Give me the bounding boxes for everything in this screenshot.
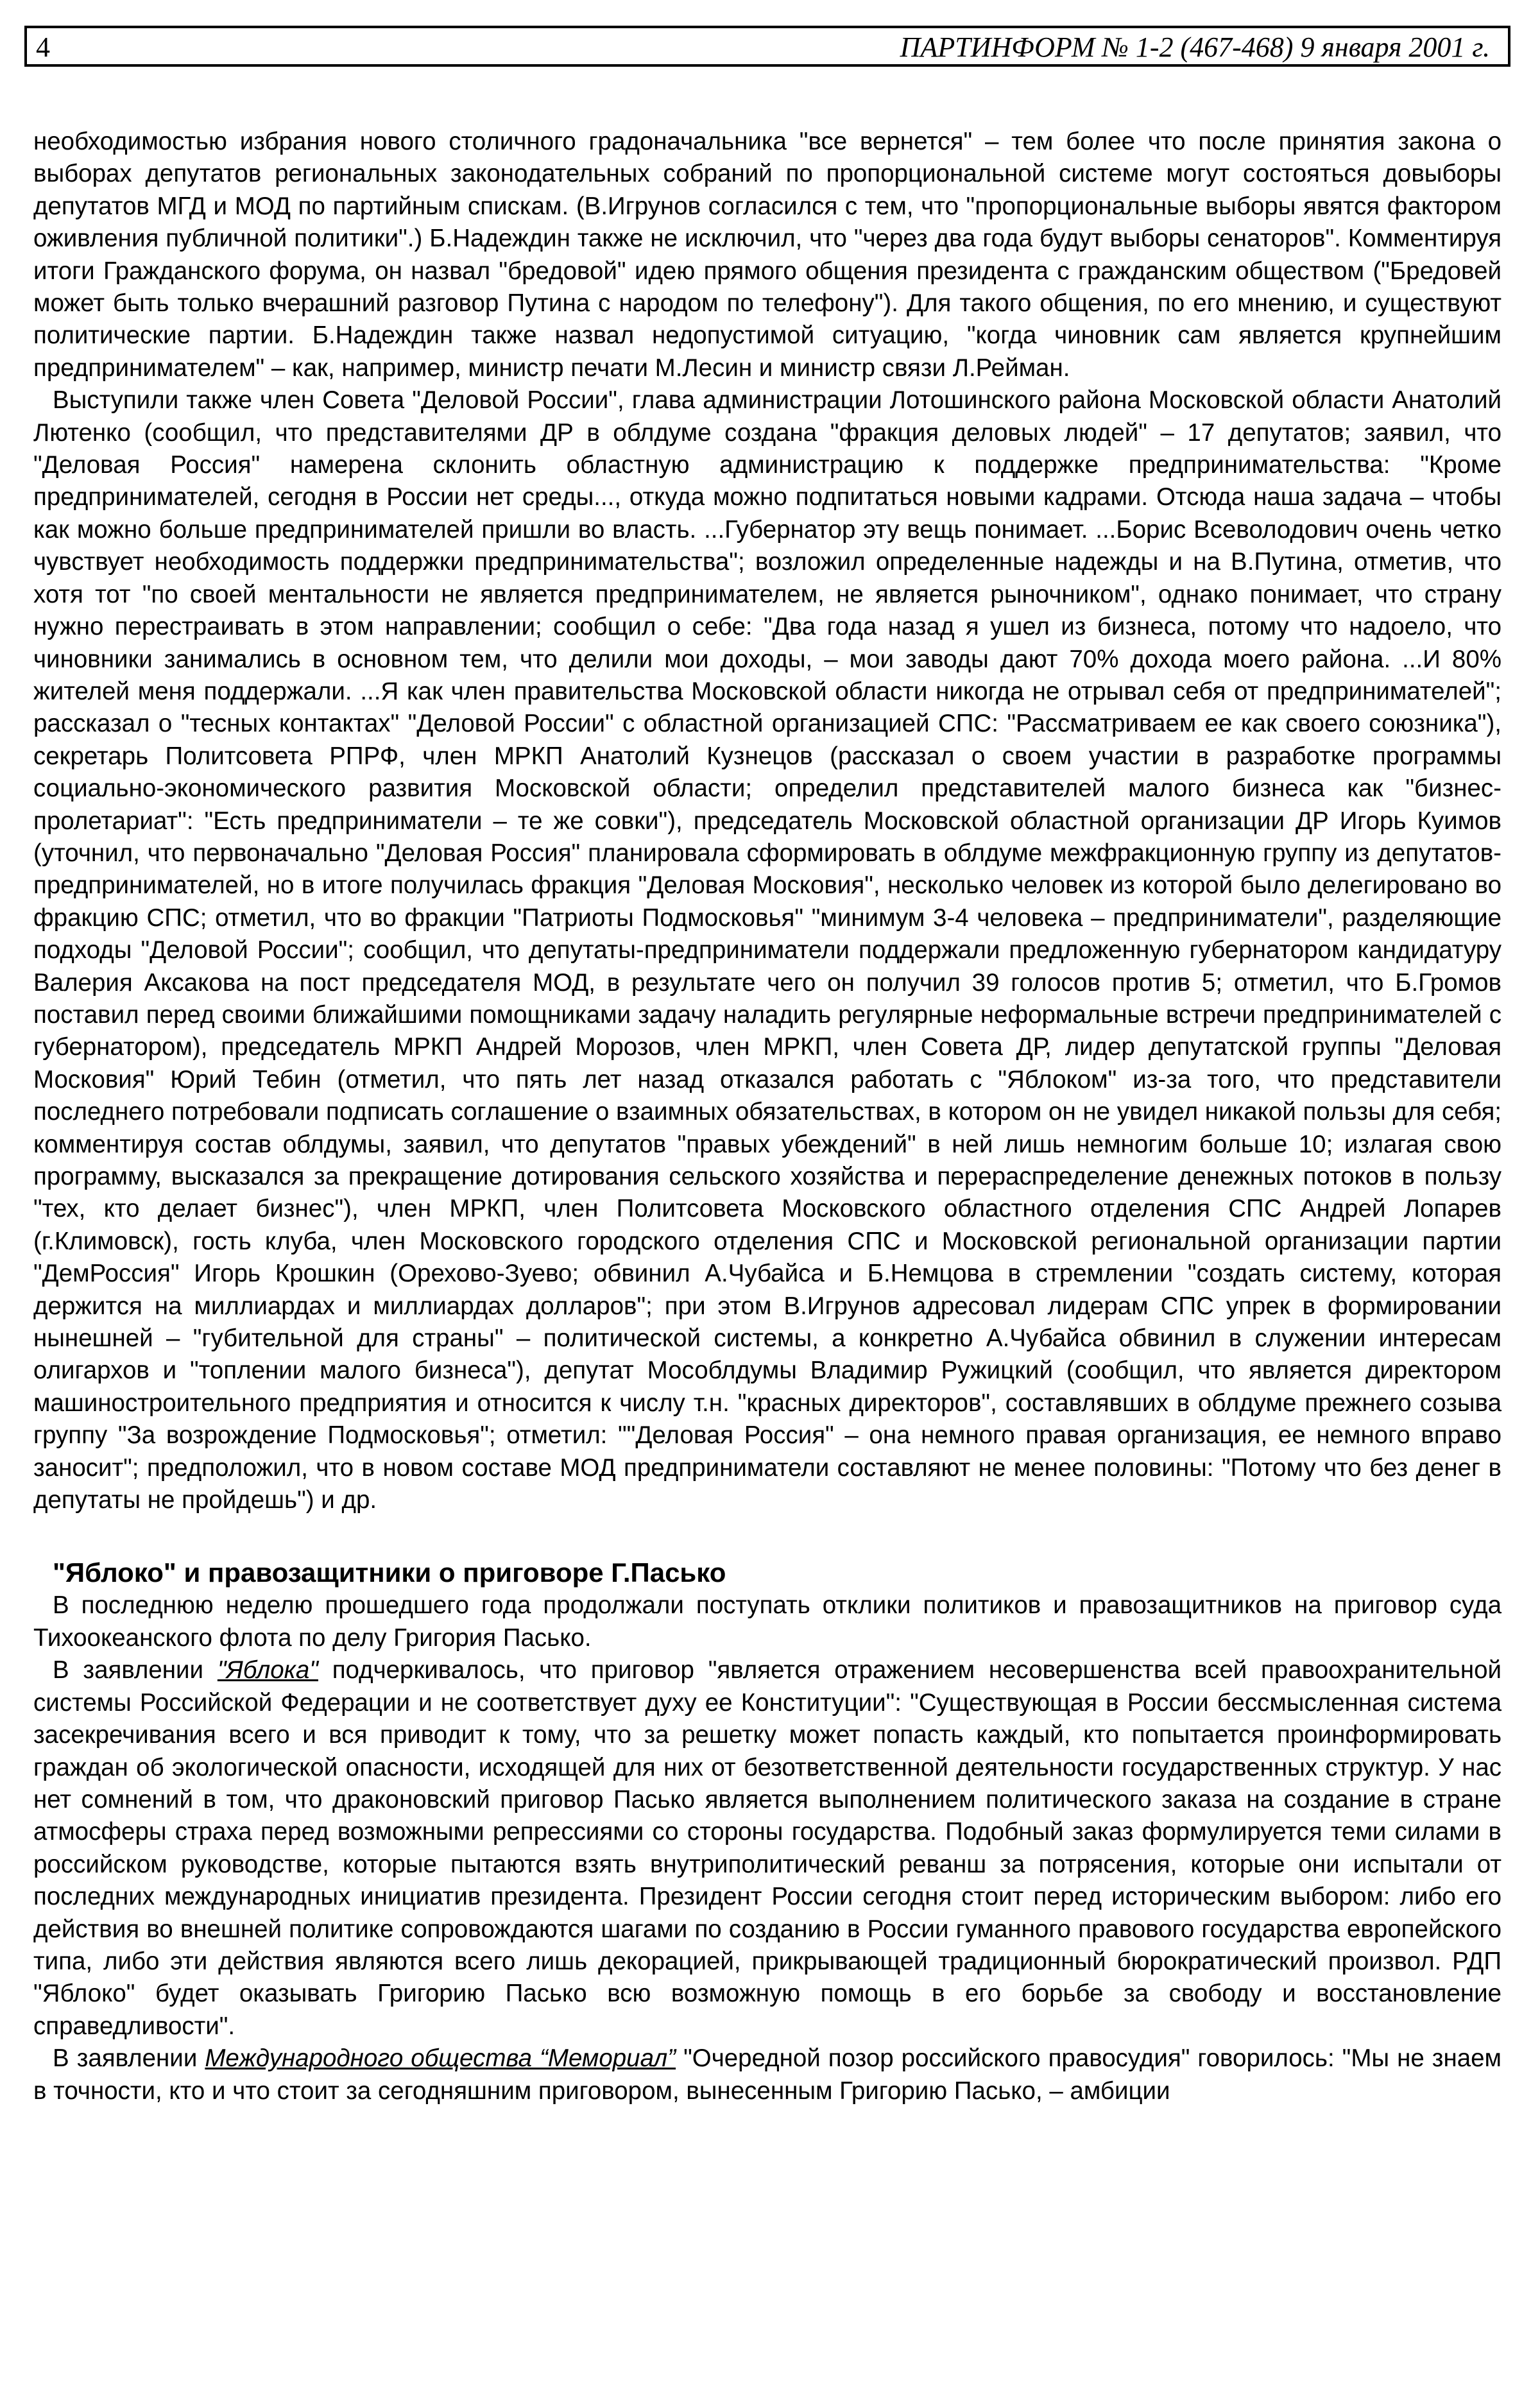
page-number: 4 [36, 31, 50, 63]
article1-paragraph-1: необходимостью избрания нового столичного градоначальника "все вернется" – тем более что после принятия закона о выборах депутатов региональных законодательных собраний по пропорциональной системе могут состояться довыборы депутатов МГД и МОД по партийным спискам. (В.Игрунов согласился с тем, что "пропорциональные выборы явятся фактором оживления публичной политики".) Б.Надеждин также не исключил, что "через два года будут выборы сенаторов". Комментируя итоги Гражданского форума, он назвал "бредовой" идею прямого общения президента с гражданским обществом ("Бредовей может быть только вчерашний разговор Путина с народом по телефону"). Для такого общения, по его мнению, и существуют политические партии. Б.Надеждин также назвал недопустимой ситуацию, "когда чиновник сам является крупнейшим предпринимателем" – как, например, министр печати М.Лесин и министр связи Л.Рейман. [33, 128, 1502, 382]
article1-paragraph-2: Выступили также член Совета "Деловой России", глава администрации Лотошинского района Московской области Анатолий Лютенко (сообщил, что представителями ДР в облдуме создана "фракция деловых людей" – 17 депутатов; заявил, что "Деловая Россия" намерена склонить областную администрацию к поддержке предпринимательства: "Кроме предпринимателей, сегодня в России нет среды..., откуда можно подпитаться новыми кадрами. Отсюда наша задача – чтобы как можно больше предпринимателей пришли во власть. ...Губернатор эту вещь понимает. ...Борис Всеволодович очень четко чувствует необходимость поддержки предпринимательства"; возложил определенные надежды и на В.Путина, отметив, что хотя тот "по своей ментальности не является предпринимателем, не является рыночником", однако понимает, что страну нужно перестраивать в этом направлении; сообщил о себе: "Два года назад я ушел из бизнеса, потому что надоело, что чиновники занимались в основном тем, что делили мои доходы, – мои заводы дают 70% дохода моего района. ...И 80% жителей меня поддержали. ...Я как член правительства Московской области никогда не отрывал себя от предпринимателей"; рассказал о "тесных контактах" "Деловой России" с областной организацией СПС: "Рассматриваем ее как своего союзника"), секретарь Политсовета РПРФ, член МРКП Анатолий Кузнецов (рассказал о своем участии в разработке программы социально-экономического развития Московской области; определил представителей малого бизнеса как "бизнес-пролетариат": "Есть предприниматели – те же совки"), председатель Московской областной организации ДР Игорь Куимов (уточнил, что первоначально "Деловая Россия" планировала сформировать в облдуме межфракционную группу из депутатов-предпринимателей, но в итоге получилась фракция "Деловая Московия", несколько человек из которой было делегировано во фракцию СПС; отметил, что во фракции "Патриоты Подмосковья" "минимум 3-4 человека – предприниматели", разделяющие подходы "Деловой России"; сообщил, что депутаты-предприниматели поддержали предложенную губернатором кандидатуру Валерия Аксакова на пост председателя МОД, в результате чего он получил 39 голосов против 5; отметил, что Б.Громов поставил перед своими ближайшими помощниками задачу наладить регулярные неформальные встречи предпринимателей с губернатором), председатель МРКП Андрей Морозов, член МРКП, член Совета ДР, лидер депутатской группы "Деловая Московия" Юрий Тебин (отметил, что пять лет назад отказался работать с "Яблоком" из-за того, что представители последнего потребовали подписать соглашение о взаимных обязательствах, в котором он не увидел никакой пользы для себя; комментируя состав облдумы, заявил, что депутатов "правых убеждений" в ней лишь немногим больше 10; излагая свою программу, высказался за прекращение дотирования сельского хозяйства и перераспределение денежных потоков в пользу "тех, кто делает бизнес"), член МРКП, член Политсовета Московского областного отделения СПС Андрей Лопарев (г.Климовск), гость клуба, член Московского городского отделения СПС и Московской региональной организации партии "ДемРоссия" Игорь Крошкин (Орехово-Зуево; обвинил А.Чубайса и Б.Немцова в стремлении "создать систему, которая держится на миллиардах и миллиардах долларов"; при этом В.Игрунов адресовал лидерам СПС упрек в формировании нынешней – "губительной для страны" – политической системы, а конкретно А.Чубайса обвинил в служении интересам олигархов и "топлении малого бизнеса"), депутат Мособлдумы Владимир Ружицкий (сообщил, что является директором машиностроительного предприятия и относится к числу т.н. "красных директоров", составлявших в облдуме прежнего созыва группу "За возрождение Подмосковья"; отметил: ""Деловая Россия" – она немного правая организация, ее немного вправо заносит"; предположил, что в новом составе МОД предприниматели составляют не менее половины: "Потому что без денег в депутаты не пройдешь") и др. [33, 386, 1502, 1514]
article2-headline: "Яблоко" и правозащитники о приговоре Г.Пасько [53, 1557, 726, 1588]
article2-paragraph-1: В последнюю неделю прошедшего года продолжали поступать отклики политиков и правозащитников на приговор суда Тихоокеанского флота по делу Григория Пасько. [33, 1591, 1502, 1652]
paragraph-text: "Очередной позор российского правосудия" говорилось: "Мы не знаем в точности, кто и что стоит за сегодняшним приговором, вынесенным Григорию Пасько, – амбиции [33, 2044, 1502, 2105]
page-header [24, 26, 1510, 67]
issue-title: ПАРТИНФОРМ № 1-2 (467-468) 9 января 2001 г. [900, 31, 1490, 63]
article2-paragraph-3 [33, 2043, 1502, 2107]
paragraph-text: подчеркивалось, что приговор "является отражением несовершенства всей правоохранительной системы Российской Федерации и не соответствует духу ее Конституции": "Существующая в России бессмысленная система засекречивания всего и вся приводит к тому, что за решетку может попасть каждый, кто попытается проинформировать граждан об экологической опасности, исходящей для них от безответственной деятельности государственных структур. У нас нет сомнений в том, что драконовский приговор Пасько является выполнением политического заказа на создание в стране атмосферы страха перед возможными репрессиями со стороны государства. Подобный заказ формулируется теми силами в российском руководстве, которые пытаются взять внутриполитический реванш за потрясения, которые они испытали от последних международных инициатив президента. Президент России сегодня стоит перед историческим выбором: либо его действия во внешней политике сопровождаются шагами по созданию в России гуманного правового государства европейского типа, либо эти действия являются всего лишь декорацией, прикрывающей традиционный бюрократический произвол. РДП "Яблоко" будет оказывать Григорию Пасько всю возможную помощь в его борьбе за свободу и восстановление справедливости". [33, 1656, 1502, 2040]
article2-paragraph-2 [33, 1654, 1502, 2043]
yabloko-link[interactable]: "Яблока" [217, 1656, 318, 1684]
article-body [33, 126, 1502, 2107]
paragraph-prefix: В заявлении [53, 1656, 218, 1684]
memorial-link[interactable]: Международного общества “Мемориал” [205, 2044, 676, 2073]
paragraph-prefix: В заявлении [53, 2044, 205, 2073]
